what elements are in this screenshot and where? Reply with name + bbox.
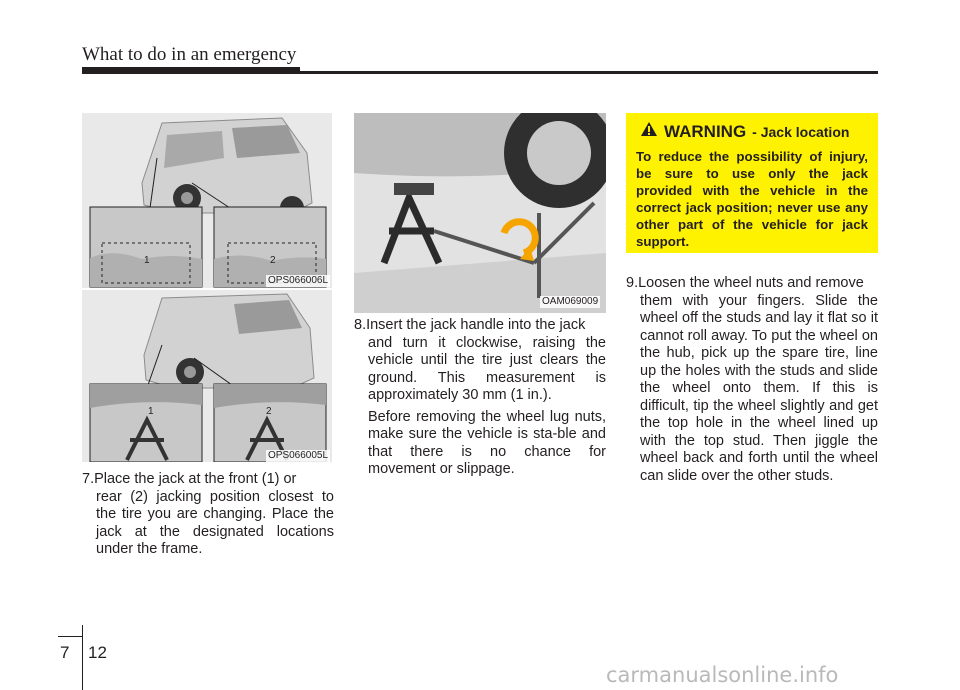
step-7-lead: 7.Place the jack at the front (1) or — [82, 471, 297, 487]
page-number: 12 — [88, 643, 107, 662]
figure-jack-positions-top — [82, 113, 332, 288]
jack-handle-illustration — [354, 113, 606, 313]
header-rule — [82, 71, 878, 74]
figure-code: OPS066005L — [268, 450, 329, 461]
step-9-text: them with your fingers. Slide the wheel off the studs and lay it flat so it cannot roll away. To put the wheel on the hub, pick up the spare tire, line up the holes with the studs and slide the wheel onto them. If this is difficult, tip the wheel slightly and get the top hole in the wheel lined up with the top stud. Then jiggle the wheel back and forth until the wheel can slide over the other studs. — [640, 292, 878, 484]
footer-divider — [82, 625, 83, 690]
figure-code: OPS066006L — [268, 275, 329, 286]
figure-marker-2: 2 — [270, 255, 276, 266]
warning-header — [636, 121, 868, 142]
warning-subtitle: - Jack location — [752, 123, 850, 140]
step-9-lead: 9.Loosen the wheel nuts and remove — [626, 275, 864, 291]
warning-box — [626, 113, 878, 253]
figure-marker-1: 1 — [148, 406, 154, 417]
car-rear-illustration — [82, 113, 332, 288]
watermark: carmanualsonline.info — [606, 663, 839, 687]
footer-tick — [58, 636, 82, 637]
figure-jack-handle — [354, 113, 606, 313]
page-header-title: What to do in an emergency — [82, 44, 297, 65]
step-7-instruction — [82, 471, 334, 559]
car-rear-jack-illustration — [82, 290, 332, 462]
step-8-text: and turn it clockwise, raising the vehicle until the tire just clears the ground. This measurement is approximately 30 mm (1 in.). — [368, 334, 606, 403]
warning-title: WARNING — [664, 121, 747, 141]
step-9-instruction — [626, 275, 878, 485]
figure-jack-positions-bottom — [82, 290, 332, 462]
step-8-instruction — [354, 317, 606, 479]
step-8-lead: 8.Insert the jack handle into the jack — [354, 317, 586, 333]
figure-marker-1: 1 — [144, 255, 150, 266]
step-7-text: rear (2) jacking position closest to the tire you are changing. Place the jack at the designated locations under the frame. — [96, 488, 334, 557]
warning-triangle-icon — [640, 121, 658, 142]
figure-marker-2: 2 — [266, 406, 272, 417]
chapter-number: 7 — [60, 643, 70, 662]
step-8-caution-text: Before removing the wheel lug nuts, make sure the vehicle is sta-ble and that there is no chance for movement or slippage. — [368, 408, 606, 477]
warning-body: To reduce the possibility of injury, be sure to use only the jack provided with the vehicle in the correct jack position; never use any other part of the vehicle for jack support. — [636, 149, 868, 249]
figure-code: OAM069009 — [542, 296, 599, 307]
